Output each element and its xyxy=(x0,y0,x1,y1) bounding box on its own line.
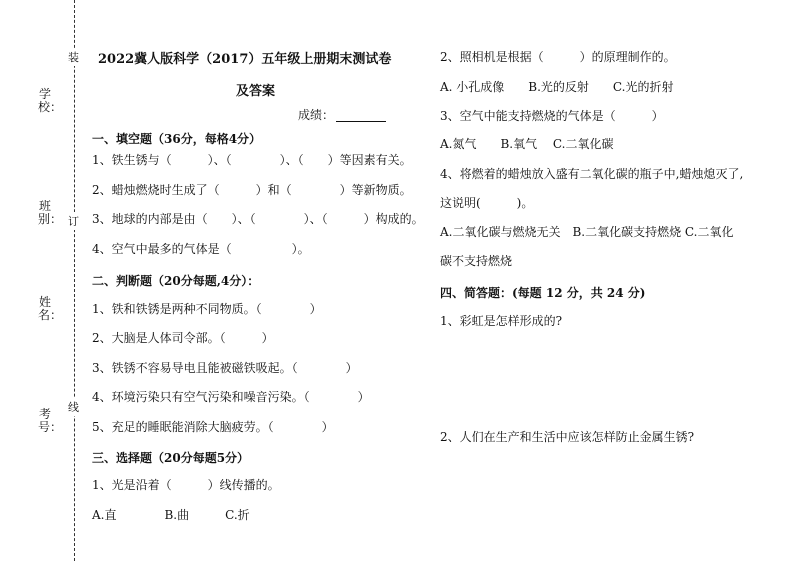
question-fill-1: 1、铁生锈与（ ）、（ ）、（ ）等因素有关。 xyxy=(92,153,412,167)
score-label: 成绩： xyxy=(298,108,335,122)
question-mc-1: 1、光是沿着（ ）线传播的。 xyxy=(92,478,280,492)
question-mc-4-cont: 这说明( )。 xyxy=(440,196,534,210)
question-fill-3: 3、地球的内部是由（ ）、（ ）、（ ）构成的。 xyxy=(92,212,424,226)
binding-mark-xian: 线 xyxy=(68,398,79,416)
section-short-answer: 四、简答题：(每题 12 分，共 24 分) xyxy=(440,286,646,300)
question-mc-1-options: A.直 B.曲 C.折 xyxy=(92,508,250,522)
question-tf-2: 2、大脑是人体司令部。（ ） xyxy=(92,331,274,345)
page-title: 2022冀人版科学（2017）五年级上册期末测试卷 xyxy=(98,52,392,67)
label-name: 姓名： xyxy=(38,295,63,322)
question-tf-3: 3、铁锈不容易导电且能被磁铁吸起。（ ） xyxy=(92,361,358,375)
question-mc-4-options: A.二氧化碳与燃烧无关 B.二氧化碳支持燃烧 C.二氧化 xyxy=(440,225,734,239)
question-tf-1: 1、铁和铁锈是两种不同物质。（ ） xyxy=(92,302,322,316)
question-mc-2-options: A. 小孔成像 B.光的反射 C.光的折射 xyxy=(440,80,674,94)
question-fill-4: 4、空气中最多的气体是（ ）。 xyxy=(92,242,310,256)
question-mc-4-options-cont: 碳不支持燃烧 xyxy=(440,254,513,268)
question-mc-3: 3、空气中能支持燃烧的气体是（ ） xyxy=(440,109,664,123)
binding-mark-zhuang: 装 xyxy=(68,48,79,66)
label-exam-number: 考号： xyxy=(38,407,63,434)
binding-mark-ding: 订 xyxy=(68,212,79,230)
question-fill-2: 2、蜡烛燃烧时生成了（ ）和（ ）等新物质。 xyxy=(92,183,412,197)
section-true-false: 二、判断题（20分每题,4分）： xyxy=(92,274,260,288)
label-school: 学校： xyxy=(38,87,63,114)
question-tf-5: 5、充足的睡眠能消除大脑疲劳。（ ） xyxy=(92,420,334,434)
label-class: 班别： xyxy=(38,199,63,226)
question-mc-3-options: A.氮气 B.氧气 C.二氧化碳 xyxy=(440,137,614,151)
binding-line xyxy=(74,0,75,561)
section-multiple-choice: 三、选择题（20分每题5分） xyxy=(92,451,250,465)
page-title-line2: 及答案 xyxy=(236,84,276,99)
question-mc-4: 4、将燃着的蜡烛放入盛有二氧化碳的瓶子中,蜡烛熄灭了, xyxy=(440,167,744,181)
score-field xyxy=(298,108,386,122)
question-tf-4: 4、环境污染只有空气污染和噪音污染。（ ） xyxy=(92,390,370,404)
section-fill-in: 一、填空题（36分，每格4分） xyxy=(92,132,262,146)
question-sa-2: 2、人们在生产和生活中应该怎样防止金属生锈? xyxy=(440,430,695,444)
score-blank[interactable] xyxy=(336,109,386,122)
question-mc-2: 2、照相机是根据（ ）的原理制作的。 xyxy=(440,50,676,64)
question-sa-1: 1、彩虹是怎样形成的? xyxy=(440,314,563,328)
